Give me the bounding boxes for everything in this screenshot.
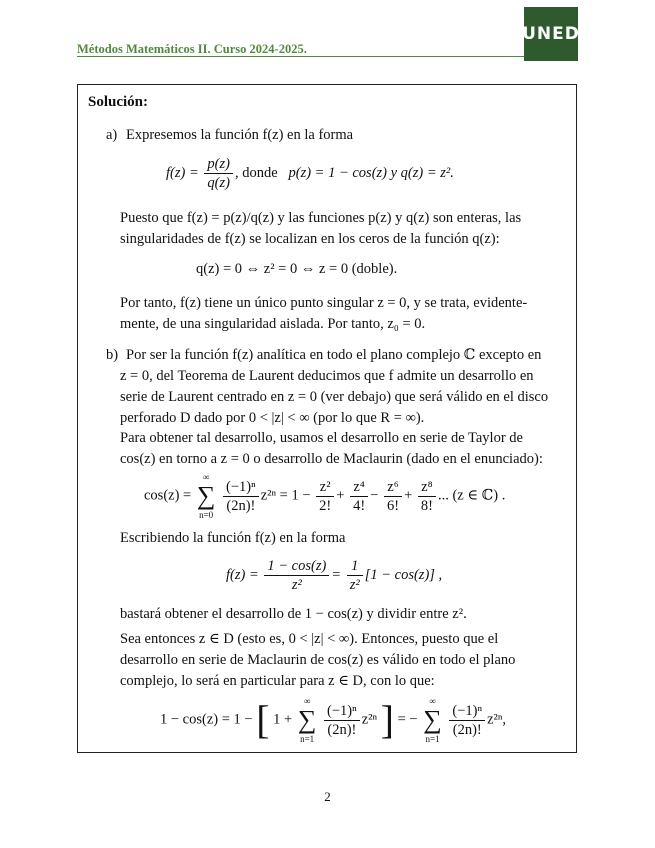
eq5-summation2: [423, 695, 442, 745]
part-b-para2-line1: Para obtener tal desarrollo, usamos el desarrollo en serie de Taylor de: [120, 430, 523, 446]
part-b-para1-line4: perforado D dado por 0 < |z| < ∞ (por lo que R = ∞).: [120, 410, 425, 426]
eq3-sum-lower: n=0: [199, 510, 214, 520]
eq3-coef-den: (2n)!: [226, 497, 256, 514]
eq3-lhs: cos(z) =: [144, 487, 192, 504]
equation-zeros: q(z) = 0 ⇔ z² = 0 ⇔ z = 0 (doble).: [196, 261, 398, 277]
eq3-f1-den: 2!: [319, 497, 332, 514]
eq3-minus1: −: [370, 487, 379, 504]
eq1-donde: , donde: [234, 164, 278, 181]
eq5-term2: z²ⁿ,: [487, 711, 507, 728]
uned-logo: UNED: [524, 7, 578, 61]
eq3-frac1: [316, 478, 334, 515]
eq5-coefficient2: [449, 702, 485, 739]
eq3-f4-den: 8!: [420, 497, 433, 514]
sigma-symbol: ∑: [423, 705, 442, 734]
eq3-frac4: [418, 478, 436, 515]
eq3-f2-num: z⁴: [350, 478, 368, 497]
part-b-para2-line2: cos(z) en torno a z = 0 o desarrollo de Maclaurin (dado en el enunciado):: [120, 451, 543, 467]
eq5-sum2-lower: n=1: [425, 734, 440, 744]
eq5-sum1-upper: ∞: [303, 696, 311, 706]
eq3-f3-den: 6!: [386, 497, 400, 514]
eq5-right-bracket: ]: [380, 697, 394, 742]
eq5-coef2-den: (2n)!: [452, 721, 482, 738]
eq3-f3-num: z⁶: [384, 478, 402, 497]
part-a-para2-line2: mente, de una singularidad aislada. Por tanto, z₀ = 0.: [120, 316, 426, 332]
eq5-sum2-upper: ∞: [429, 696, 436, 706]
solution-title: Solución:: [88, 94, 149, 110]
eq3-term: z²ⁿ = 1 −: [260, 487, 311, 504]
eq3-frac3: [384, 478, 402, 515]
part-b-para5-line1: Sea entonces z ∈ D (esto es, 0 < |z| < ∞). Entonces, puesto que el: [120, 631, 499, 647]
header-rule: [77, 56, 525, 57]
eq3-plus1: +: [336, 487, 345, 504]
equation-cos-series: [144, 471, 505, 521]
part-b-para3: Escribiendo la función f(z) en la forma: [120, 530, 346, 546]
eq3-sum-upper: ∞: [202, 472, 210, 482]
eq3-plus2: +: [404, 487, 413, 504]
solution-box: [77, 84, 577, 753]
eq5-coefficient1: [324, 702, 360, 739]
eq4-equals: =: [331, 566, 342, 583]
eq3-f2-den: 4!: [353, 497, 366, 514]
eq3-summation: [197, 471, 216, 521]
eq1-numerator: p(z): [204, 155, 233, 174]
part-a-para1-line1: Puesto que f(z) = p(z)/q(z) y las funciones p(z) y q(z) son enteras, las: [120, 210, 522, 226]
eq4-f1-num: 1 − cos(z): [264, 557, 329, 576]
part-a-intro: Expresemos la función f(z) en la forma: [126, 127, 354, 143]
part-b-para4: bastará obtener el desarrollo de 1 − cos(z) y dividir entre z².: [120, 606, 467, 622]
eq5-lhs: 1 − cos(z) = 1 −: [160, 711, 253, 728]
eq3-coefficient: [223, 478, 259, 515]
part-b-para1-line1: Por ser la función f(z) analítica en todo el plano complejo ℂ excepto en: [126, 347, 542, 363]
eq5-mid: = −: [397, 711, 418, 728]
equation-one-minus-cos: [160, 695, 506, 745]
eq3-tail: ... (z ∈ ℂ) .: [437, 487, 506, 504]
eq3-frac2: [350, 478, 368, 515]
eq5-left-bracket: [: [256, 697, 270, 742]
part-b-para1-line2: z = 0, del Teorema de Laurent deducimos que f admite un desarrollo en: [120, 368, 534, 384]
eq1-lhs: f(z) =: [166, 164, 199, 181]
part-b-para5-line3: complejo, lo será en particular para z ∈ D, con lo que:: [120, 673, 435, 689]
eq3-coef-num: (−1)ⁿ: [223, 478, 259, 497]
page-number: 2: [324, 789, 331, 804]
part-b-para1-line3: serie de Laurent centrado en z = 0 (ver debajo) que será válido en el disco: [120, 389, 549, 405]
eq3-f4-num: z⁸: [418, 478, 436, 497]
equation-f-rewrite: [226, 557, 442, 594]
sigma-symbol: ∑: [196, 481, 216, 510]
eq5-coef1-num: (−1)ⁿ: [324, 702, 360, 721]
eq5-coef2-num: (−1)ⁿ: [449, 702, 485, 721]
sigma-symbol: ∑: [297, 705, 317, 734]
eq5-term1: z²ⁿ: [361, 711, 378, 728]
document-header-title: Métodos Matemáticos II. Curso 2024-2025.: [77, 42, 307, 56]
eq5-summation1: [298, 695, 317, 745]
part-b-label: b): [106, 347, 119, 363]
part-a-label: a): [106, 127, 118, 143]
eq4-frac2: [347, 557, 363, 594]
eq3-f1-num: z²: [316, 478, 334, 497]
part-b-para5-line2: desarrollo en serie de Maclaurin de cos(z) es válido en todo el plano: [120, 652, 516, 668]
eq4-frac1: [264, 557, 329, 594]
eq4-f1-den: z²: [291, 577, 302, 593]
eq4-lhs: f(z) =: [226, 566, 259, 583]
eq1-fraction: [204, 155, 233, 192]
eq4-f2-num: 1: [347, 557, 363, 576]
equation-f-def: [166, 155, 454, 192]
part-a-para1-line2: singularidades de f(z) se localizan en los ceros de la función q(z):: [120, 231, 500, 247]
eq5-one-plus: 1 +: [273, 711, 293, 728]
eq5-sum1-lower: n=1: [300, 734, 315, 744]
part-a-para2-line1: Por tanto, f(z) tiene un único punto singular z = 0, y se trata, evidente-: [120, 295, 528, 311]
eq1-end: .: [450, 164, 454, 181]
eq1-denominator: q(z): [207, 175, 230, 191]
eq5-coef1-den: (2n)!: [327, 721, 357, 738]
eq4-f2-den: z²: [349, 577, 360, 593]
eq4-rhs: [1 − cos(z)] ,: [364, 566, 443, 583]
eq1-rhs: p(z) = 1 − cos(z) y q(z) = z²: [288, 164, 451, 181]
